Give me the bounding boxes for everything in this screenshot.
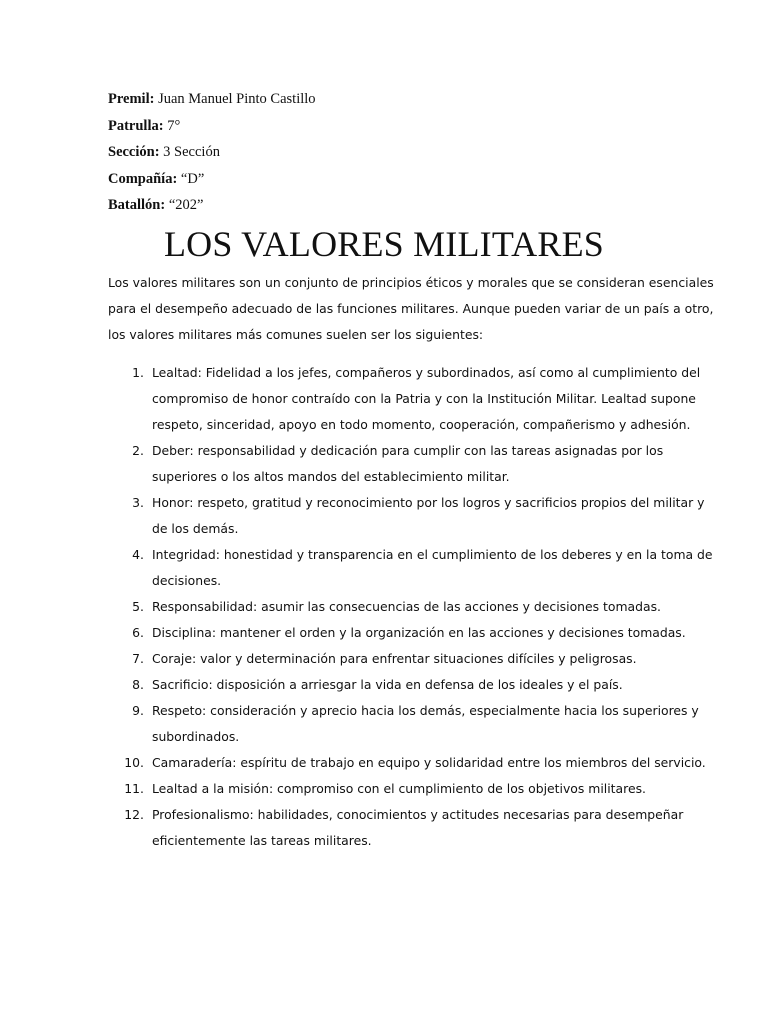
list-item bbox=[108, 646, 668, 672]
info-label: Sección: bbox=[108, 144, 160, 160]
student-info-block bbox=[108, 86, 316, 219]
info-value: 7° bbox=[167, 117, 181, 134]
values-list bbox=[108, 360, 713, 854]
info-label: Batallón: bbox=[108, 197, 166, 213]
list-item bbox=[108, 620, 686, 646]
list-item-number: 12. bbox=[124, 807, 144, 822]
info-value: “D” bbox=[180, 170, 205, 187]
list-item-text: Honor: respeto, gratitud y reconocimiento por los logros y sacrificios propios del militar y bbox=[152, 495, 705, 510]
list-item-text: Camaradería: espíritu de trabajo en equipo y solidaridad entre los miembros del servicio. bbox=[152, 755, 706, 770]
list-item bbox=[108, 360, 701, 438]
info-label: Patrulla: bbox=[108, 117, 164, 134]
intro-paragraph bbox=[108, 270, 714, 348]
info-value: Juan Manuel Pinto Castillo bbox=[158, 91, 316, 107]
list-item-text: Lealtad a la misión: compromiso con el cumplimiento de los objetivos militares. bbox=[152, 781, 646, 796]
list-item bbox=[108, 438, 668, 490]
page-title: LOS VALORES MILITARES bbox=[163, 224, 605, 264]
list-item-text: Coraje: valor y determinación para enfrentar situaciones difíciles y peligrosas. bbox=[152, 651, 637, 666]
list-item-text: subordinados. bbox=[152, 729, 240, 744]
list-item-text: Responsabilidad: asumir las consecuencias de las acciones y decisiones tomadas. bbox=[152, 599, 661, 614]
list-item bbox=[108, 490, 705, 542]
list-item-text: Profesionalismo: habilidades, conocimientos y actitudes necesarias para desempeñar bbox=[152, 807, 684, 822]
list-item-number: 7. bbox=[132, 651, 144, 666]
list-item-text: Deber: responsabilidad y dedicación para cumplir con las tareas asignadas por los bbox=[152, 443, 664, 458]
info-label: Premil: bbox=[108, 91, 155, 107]
list-item-number: 1. bbox=[132, 365, 144, 380]
list-item bbox=[108, 672, 668, 698]
list-item-text: eficientemente las tareas militares. bbox=[152, 833, 372, 848]
intro-line: para el desempeño adecuado de las funciones militares. Aunque pueden variar de un país a otro, bbox=[108, 301, 714, 316]
list-item-text: decisiones. bbox=[152, 573, 222, 588]
list-item-text: Sacrificio: disposición a arriesgar la vida en defensa de los ideales y el país. bbox=[152, 677, 623, 692]
list-item-number: 11. bbox=[124, 781, 144, 796]
list-item bbox=[108, 802, 684, 854]
list-item-number: 4. bbox=[132, 547, 144, 562]
list-item-number: 2. bbox=[132, 443, 144, 458]
info-row-premil bbox=[108, 86, 316, 113]
list-item-number: 8. bbox=[132, 677, 144, 692]
list-item-text: de los demás. bbox=[152, 521, 239, 536]
info-label: Compañía: bbox=[108, 170, 178, 187]
list-item bbox=[108, 776, 668, 802]
list-item bbox=[108, 542, 713, 594]
info-value: 3 Sección bbox=[163, 144, 220, 160]
info-row-compania bbox=[108, 166, 316, 193]
info-value: “202” bbox=[168, 197, 204, 213]
list-item bbox=[108, 750, 706, 776]
list-item-text: superiores o los altos mandos del establecimiento militar. bbox=[152, 469, 510, 484]
list-item-number: 6. bbox=[132, 625, 144, 640]
list-item-text: Lealtad: Fidelidad a los jefes, compañeros y subordinados, así como al cumplimiento del bbox=[152, 365, 701, 380]
list-item bbox=[108, 594, 668, 620]
list-item-number: 3. bbox=[132, 495, 144, 510]
list-item-text: Respeto: consideración y aprecio hacia los demás, especialmente hacia los superiores y bbox=[152, 703, 699, 718]
list-item-text: Integridad: honestidad y transparencia en el cumplimiento de los deberes y en la toma de bbox=[152, 547, 713, 562]
intro-line: Los valores militares son un conjunto de principios éticos y morales que se consideran esenciales bbox=[108, 275, 714, 290]
list-item-text: Disciplina: mantener el orden y la organización en las acciones y decisiones tomadas. bbox=[152, 625, 686, 640]
list-item-number: 5. bbox=[132, 599, 144, 614]
list-item bbox=[108, 698, 699, 750]
info-row-patrulla bbox=[108, 113, 316, 140]
list-item-text: compromiso de honor contraído con la Patria y con la Institución Militar. Lealtad supone bbox=[152, 391, 696, 406]
list-item-text: respeto, sinceridad, apoyo en todo momento, cooperación, compañerismo y adhesión. bbox=[152, 417, 691, 432]
list-item-number: 10. bbox=[124, 755, 144, 770]
info-row-seccion bbox=[108, 139, 316, 166]
info-row-batallon bbox=[108, 192, 316, 219]
intro-line: los valores militares más comunes suelen ser los siguientes: bbox=[108, 327, 484, 342]
list-item-number: 9. bbox=[132, 703, 144, 718]
